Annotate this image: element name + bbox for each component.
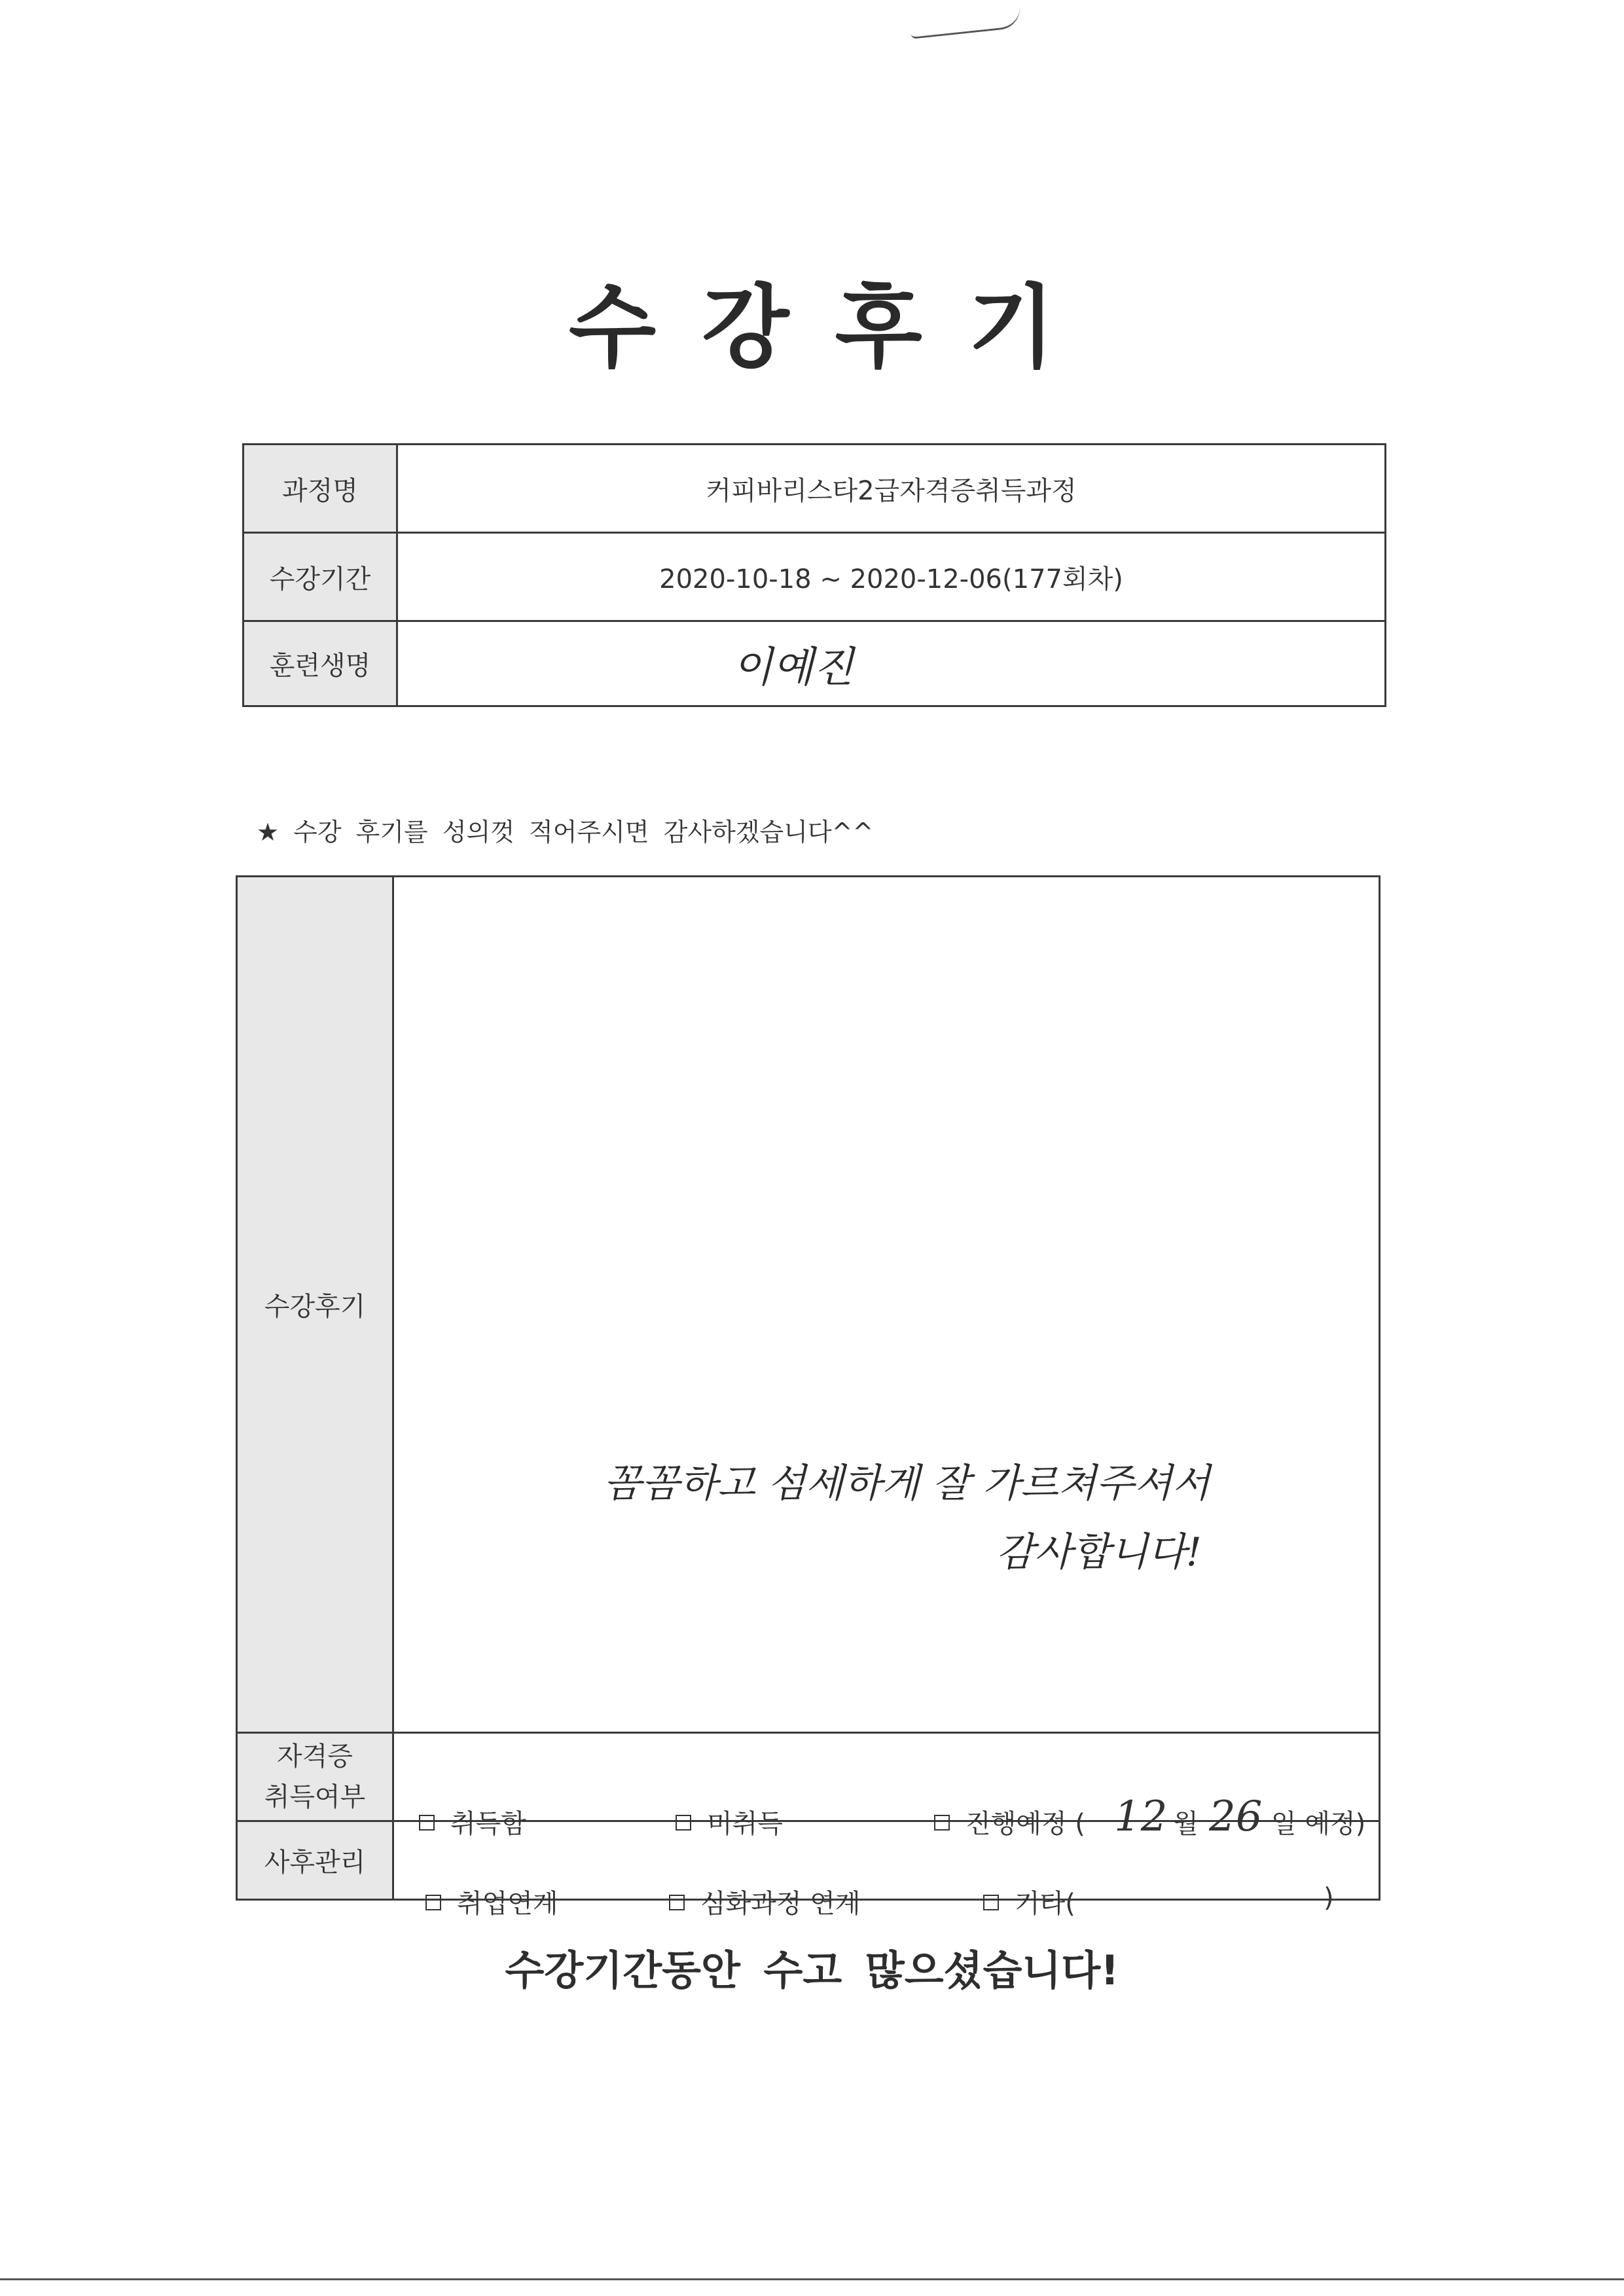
option-job-link-label: 취업연계 — [457, 1888, 558, 1919]
option-other-close: ) — [1324, 1882, 1334, 1913]
checkbox-icon[interactable] — [419, 1815, 435, 1831]
followup-label: 사후관리 — [237, 1821, 393, 1900]
notice-text: ★ 수강 후기를 성의껏 적어주시면 감사하겠습니다^^ — [257, 818, 874, 847]
option-other[interactable] — [983, 1883, 1075, 1920]
review-label: 수강후기 — [237, 877, 393, 1733]
certificate-options — [393, 1733, 1380, 1841]
review-handwritten-line-2: 감사합니다! — [996, 1529, 1202, 1575]
course-period-value: 2020-10-18 ~ 2020-12-06(177회차) — [397, 533, 1386, 621]
page-title: 수강후기 — [568, 275, 1102, 380]
scan-artifact — [909, 6, 1022, 39]
checkbox-icon[interactable] — [676, 1815, 691, 1831]
course-name-value: 커피바리스타2급자격증취득과정 — [397, 445, 1386, 533]
option-advanced-course[interactable] — [669, 1883, 861, 1920]
option-planned[interactable] — [934, 1803, 1085, 1840]
option-planned-label: 진행예정 ( — [965, 1809, 1085, 1839]
planned-month-handwritten[interactable]: 12 — [1114, 1793, 1168, 1841]
checkbox-icon[interactable] — [983, 1895, 999, 1910]
day-suffix: 일 예정) — [1271, 1809, 1366, 1839]
checkbox-icon[interactable] — [934, 1815, 950, 1831]
month-label: 월 — [1173, 1809, 1199, 1839]
closing-message: 수강기간동안 수고 많으셨습니다! — [505, 1946, 1119, 1994]
course-info-table — [242, 443, 1386, 707]
option-not-acquired-label: 미취득 — [707, 1809, 783, 1839]
course-name-label: 과정명 — [244, 445, 397, 533]
review-text-area[interactable] — [393, 877, 1380, 1733]
review-table — [236, 875, 1380, 1919]
planned-day-handwritten[interactable]: 26 — [1209, 1793, 1263, 1841]
certificate-label-line-1: 자격증 — [277, 1741, 353, 1772]
option-acquired-label: 취득함 — [450, 1809, 526, 1839]
option-job-link[interactable] — [425, 1883, 558, 1920]
certificate-label-line-2: 취득여부 — [264, 1782, 366, 1812]
trainee-name-field[interactable] — [397, 621, 1386, 706]
checkbox-icon[interactable] — [669, 1895, 685, 1910]
option-acquired[interactable] — [419, 1803, 526, 1840]
option-advanced-course-label: 심화과정 연계 — [700, 1888, 861, 1919]
option-not-acquired[interactable] — [676, 1803, 783, 1840]
course-period-label: 수강기간 — [244, 533, 397, 621]
review-handwritten-line-1: 꼼꼼하고 섬세하게 잘 가르쳐주셔서 — [604, 1460, 1210, 1506]
checkbox-icon[interactable] — [425, 1895, 441, 1910]
scan-edge-line — [0, 2278, 1624, 2280]
option-other-label: 기타( — [1015, 1888, 1075, 1919]
trainee-name-handwritten: 이예진 — [732, 643, 854, 692]
trainee-name-label: 훈련생명 — [244, 621, 397, 706]
certificate-label — [237, 1733, 393, 1821]
